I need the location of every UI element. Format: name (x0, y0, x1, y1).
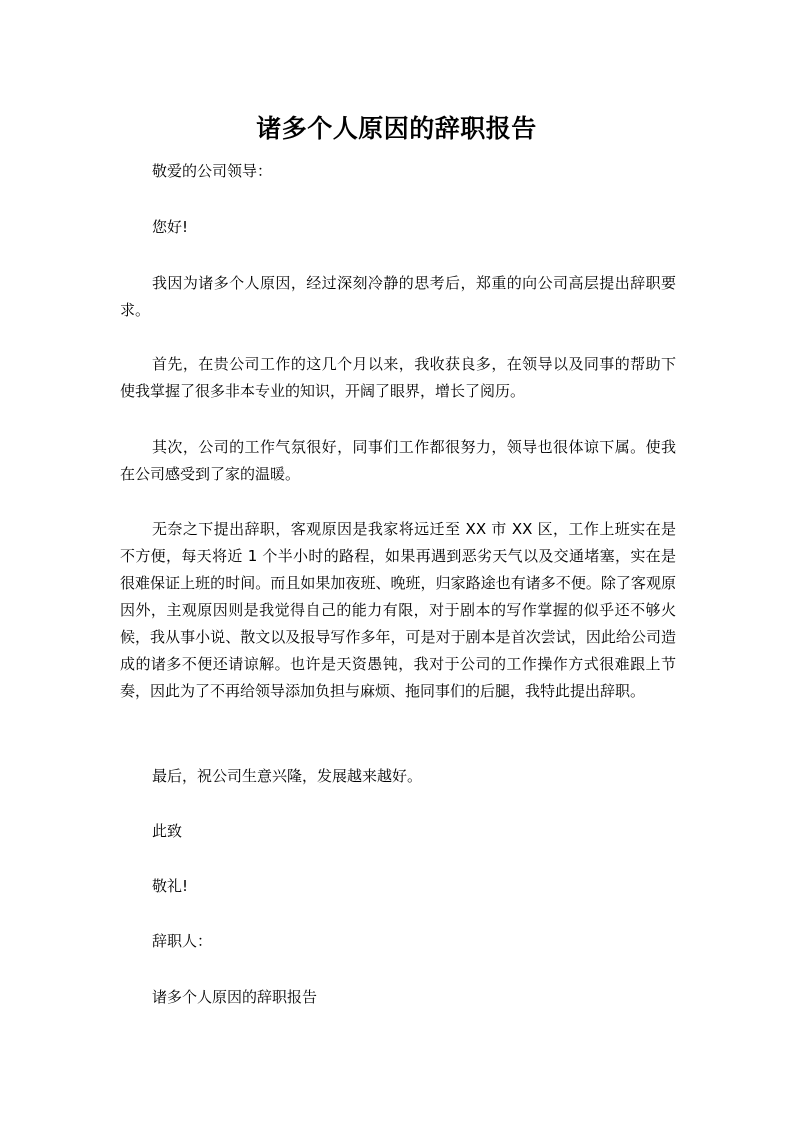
footer-title: 诸多个人原因的辞职报告 (152, 988, 318, 1006)
paragraph-intent: 我因为诸多个人原因，经过深刻冷静的思考后，郑重的向公司高层提出辞职要求。 (120, 274, 676, 319)
signature-line: 辞职人： (152, 932, 213, 950)
greeting: 您好! (152, 218, 189, 236)
paragraph-first: 首先，在贵公司工作的这几个月以来，我收获良多，在领导以及同事的帮助下使我掌握了很多非本专业的知识，开阔了眼界，增长了阅历。 (120, 355, 676, 400)
salutation: 敬爱的公司领导： (152, 162, 273, 180)
paragraph-second: 其次，公司的工作气氛很好，同事们工作都很努力，领导也很体谅下属。使我在公司感受到了家的温暖。 (120, 438, 676, 483)
closing-jing-li: 敬礼! (152, 877, 189, 895)
document-title: 诸多个人原因的辞职报告 (256, 114, 537, 143)
closing-ci-zhi: 此致 (152, 822, 183, 840)
paragraph-wishes: 最后，祝公司生意兴隆，发展越来越好。 (152, 767, 423, 785)
paragraph-reasons: 无奈之下提出辞职，客观原因是我家将远迁至 XX 市 XX 区，工作上班实在是不方便，每天将近 1 个半小时的路程，如果再遇到恶劣天气以及交通堵塞，实在是很难保证上班的时间。而且如果加夜班、晚班，归家路途也有诸多不便。除了客观原因外，主观原因则是我觉得自己的能力有限，对于剧本的写作掌握的似乎还不够火候，我从事小说、散文以及报导写作多年，可是对于剧本是首次尝试，因此给公司造成的诸多不便还请谅解。也许是天资愚钝，我对于公司的工作操作方式很难跟上节奏，因此为了不再给领导添加负担与麻烦、拖同事们的后腿，我特此提出辞职。 (120, 520, 676, 700)
